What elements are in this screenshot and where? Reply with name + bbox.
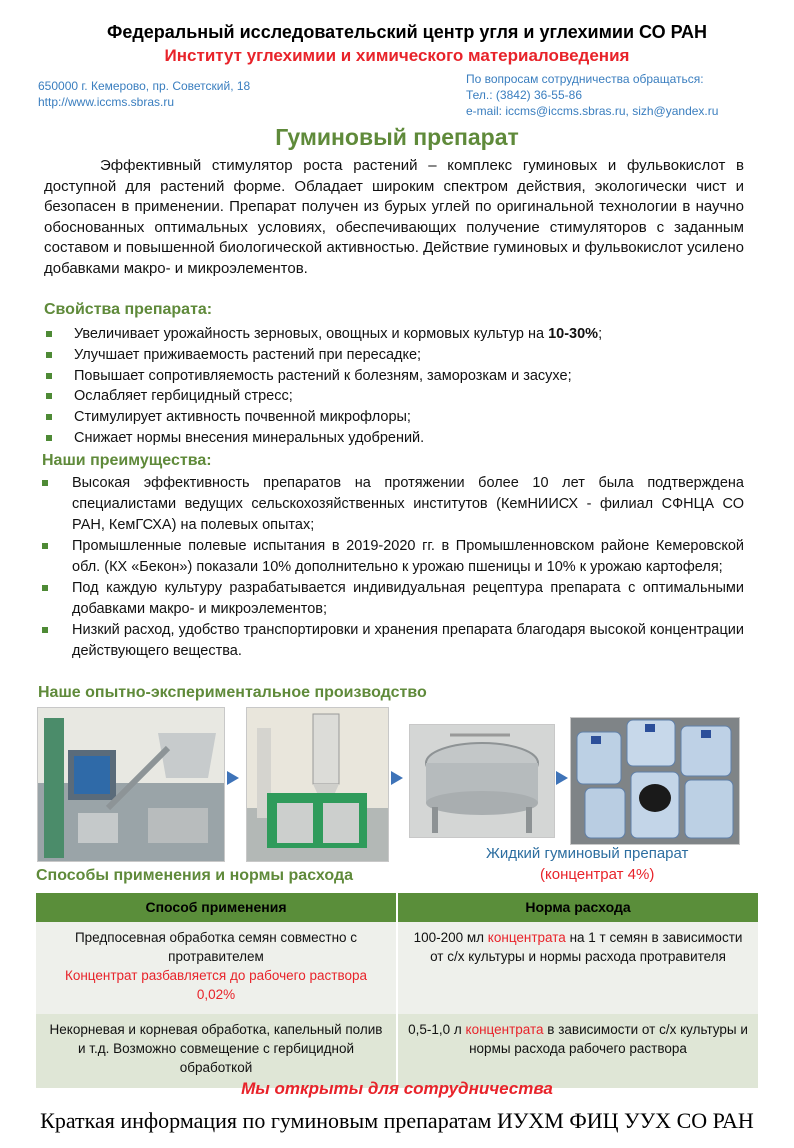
list-item: Промышленные полевые испытания в 2019-2020 гг. в Промышленновском районе Кемеровской обл. (КХ «Бекон») показали 10% дополнительно к урожаю пшеницы и 10% к урожаю картофеля; xyxy=(42,536,744,578)
photo-canisters xyxy=(570,717,740,845)
photo-mill xyxy=(246,707,389,862)
table-cell: Некорневая и корневая обработка, капельный полив и т.д. Возможно совмещение с гербицидной обработкой xyxy=(36,1014,397,1088)
product-concentration: (концентрат 4%) xyxy=(540,866,655,883)
column-header-method: Способ применения xyxy=(36,893,397,922)
list-item: Ослабляет гербицидный стресс; xyxy=(46,386,746,407)
table-cell: Предпосевная обработка семян совместно с протравителем Концентрат разбавляется до рабочего раствора 0,02% xyxy=(36,922,397,1014)
list-item: Низкий расход, удобство транспортировки и хранения препарата благодаря высокой концентрации действующего вещества. xyxy=(42,620,744,662)
intro-paragraph: Эффективный стимулятор роста растений – комплекс гуминовых и фульвокислот в доступной для растений форме. Обладает широким спектром действия, экологически чист и безопасен в применении. Препарат получен из бурых углей по оригинальной технологии в научно обоснованных оптимальных условиях, обеспечивающих получение стимуляторов с заданным составом и повышенной биологической активностью. Действие гуминовых и фульвокислот усилено добавками макро- и микроэлементов. xyxy=(44,157,744,277)
list-item: Улучшает приживаемость растений при пересадке; xyxy=(46,345,746,366)
bullet-icon xyxy=(46,331,52,337)
properties-heading: Свойства препарата: xyxy=(44,301,213,318)
usage-table xyxy=(36,893,758,1088)
arrow-icon xyxy=(227,771,239,785)
list-item: Снижает нормы внесения минеральных удобрений. xyxy=(46,428,746,449)
bullet-icon xyxy=(46,352,52,358)
bullet-icon xyxy=(46,393,52,399)
email-link[interactable]: e-mail: iccms@iccms.sbras.ru, sizh@yandex.ru xyxy=(466,104,719,118)
org-name: Федеральный исследовательский центр угля и углехимии СО РАН xyxy=(106,22,707,42)
bullet-icon xyxy=(46,414,52,420)
bullet-icon xyxy=(46,373,52,379)
usage-heading: Способы применения и нормы расхода xyxy=(36,867,353,884)
coop-label: По вопросам сотрудничества обращаться: xyxy=(466,72,704,86)
bullet-icon xyxy=(42,585,48,591)
list-item: Увеличивает урожайность зерновых, овощных и кормовых культур на 10-30%; xyxy=(46,324,746,345)
production-heading: Наше опытно-экспериментальное производство xyxy=(38,684,427,701)
cooperation-slogan: Мы открыты для сотрудничества xyxy=(241,1079,553,1098)
website-link[interactable]: http://www.iccms.sbras.ru xyxy=(38,95,175,109)
arrow-icon xyxy=(556,771,568,785)
bullet-icon xyxy=(46,435,52,441)
table-cell: 100-200 мл концентрата на 1 т семян в зависимости от с/х культуры и нормы расхода протравителя xyxy=(397,922,758,1014)
photo-extruder xyxy=(37,707,225,862)
list-item: Стимулирует активность почвенной микрофлоры; xyxy=(46,407,746,428)
properties-list xyxy=(46,324,746,449)
table-row xyxy=(36,1014,758,1088)
product-caption: Жидкий гуминовый препарат xyxy=(486,845,689,862)
yield-increase: 10-30% xyxy=(548,326,599,342)
advantages-list xyxy=(42,473,744,662)
advantages-heading: Наши преимущества: xyxy=(42,452,212,469)
list-item: Повышает сопротивляемость растений к болезням, заморозкам и засухе; xyxy=(46,366,746,387)
contact-block xyxy=(466,71,718,119)
arrow-icon xyxy=(391,771,403,785)
list-item: Высокая эффективность препаратов на протяжении более 10 лет была подтверждена специалистами ведущих сельскохозяйственных институтов (КемНИИСХ - филиал СФНЦА СО РАН, КемГСХА) на полевых опытах; xyxy=(42,473,744,536)
table-cell: 0,5-1,0 л концентрата в зависимости от с/х культуры и нормы расхода рабочего раствора xyxy=(397,1014,758,1088)
table-row xyxy=(36,922,758,1014)
column-header-rate: Норма расхода xyxy=(397,893,758,922)
list-item: Под каждую культуру разрабатывается индивидуальная рецептура препарата с оптимальными добавками макро- и микроэлементов; xyxy=(42,578,744,620)
footer-caption: Краткая информация по гуминовым препаратам ИУХМ ФИЦ УУХ СО РАН xyxy=(40,1108,754,1133)
institute-name: Институт углехимии и химического материаловедения xyxy=(164,46,630,65)
address-block xyxy=(38,78,250,110)
bullet-icon xyxy=(42,480,48,486)
page-title: Гуминовый препарат xyxy=(275,124,519,150)
photo-reactor xyxy=(409,724,555,838)
bullet-icon xyxy=(42,543,48,549)
address: 650000 г. Кемерово, пр. Советский, 18 xyxy=(38,79,251,93)
phone: Тел.: (3842) 36-55-86 xyxy=(466,88,582,102)
bullet-icon xyxy=(42,627,48,633)
